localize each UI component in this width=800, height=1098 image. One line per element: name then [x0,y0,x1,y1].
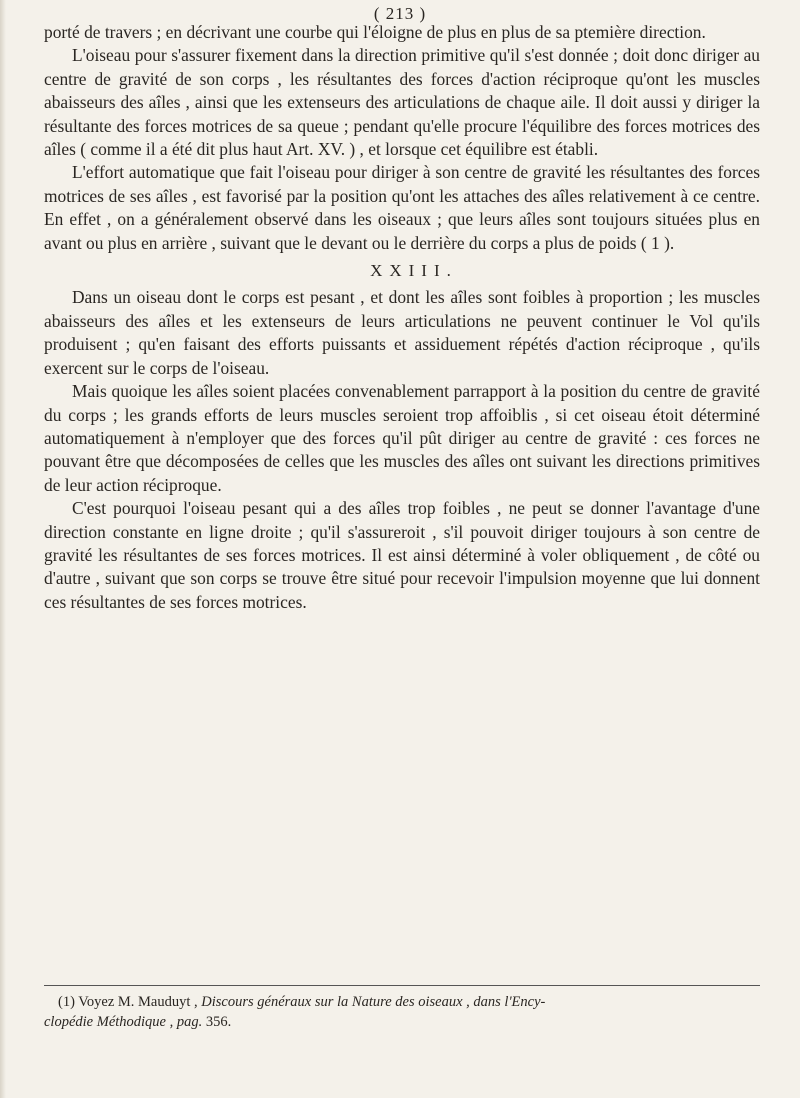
footnote-page: 356. [205,1014,232,1030]
footnote-marker: (1) [58,994,75,1010]
page-number: ( 213 ) [373,4,427,23]
paragraph-continuation: porté de travers ; en décrivant une courbe qui l'éloigne de plus en plus de sa ptemière direction. [44,22,706,42]
paragraph: L'oiseau pour s'assurer fixement dans la direction primitive qu'il s'est donnée ; doit donc diriger au centre de gravité de son corps , les résultantes des forces d'action réciproque qu'ont les muscles abaisseurs des aîles , ainsi que les extenseurs des articulations de chaque aile. Il doit aussi y diriger la résultante des forces motrices de sa queue ; pendant qu'elle procure l'équilibre des forces motrices des aîles ( comme il a été dit plus haut Art. XV. ) , et lorsque cet équilibre est établi. [44,45,760,160]
footnote-location-1: dans l'Ency- [473,994,546,1010]
footnote-rule [44,985,760,986]
paragraph: Dans un oiseau dont le corps est pesant , et dont les aîles sont foibles à proportion ; les muscles abaisseurs des aîles et les extenseurs de leurs articulations ne peuvent continuer le Vol qu'ils produisent ; qu'en faisant des efforts puissants et assiduement répétés d'action réciproque , qu'ils exercent sur le corps de l'oiseau. [44,287,760,378]
paragraph: C'est pourquoi l'oiseau pesant qui a des aîles trop foibles , ne peut se donner l'avantage d'une direction constante en ligne droite ; qu'il s'assureroit , s'il pouvoit diriger toujours à son centre de gravité les résultantes de ses forces motrices. Il est ainsi déterminé à voler obliquement , de côté ou d'autre , suivant que son corps se trouve être situé pour recevoir l'impulsion moyenne que lui donnent ces résultantes de ses forces motrices. [44,498,760,612]
footnote-location-2: clopédie Méthodique , [44,1014,174,1030]
main-text [44,21,760,614]
footnote-pag-label: pag. [176,1014,203,1030]
footnote-title: Discours généraux sur la Nature des oiseaux , [201,994,470,1010]
section-heading: XXIII. [370,261,458,281]
binding-edge [0,0,6,1098]
paragraph: Mais quoique les aîles soient placées convenablement parrapport à la position du centre de gravité du corps ; les grands efforts de leurs muscles seroient trop affoiblis , si cet oiseau étoit déterminé automatiquement à n'employer que des forces qu'il pût diriger au centre de gravité : ces forces ne pouvant être que décomposées de celles que les muscles des aîles ont suivant les directions primitives de leur action réciproque. [44,381,760,495]
paragraph: L'effort automatique que fait l'oiseau pour diriger à son centre de gravité les résultantes des forces motrices de ses aîles , est favorisé par la position qu'ont les attaches des aîles relativement à ce centre. En effet , on a généralement observé dans les oiseaux ; que leurs aîles sont toujours situées plus en avant ou plus en arrière , suivant que le devant ou le derrière du corps a plus de poids ( 1 ). [44,162,760,253]
footnote [44,992,758,1032]
footnote-author: Voyez M. Mauduyt , [78,994,198,1010]
